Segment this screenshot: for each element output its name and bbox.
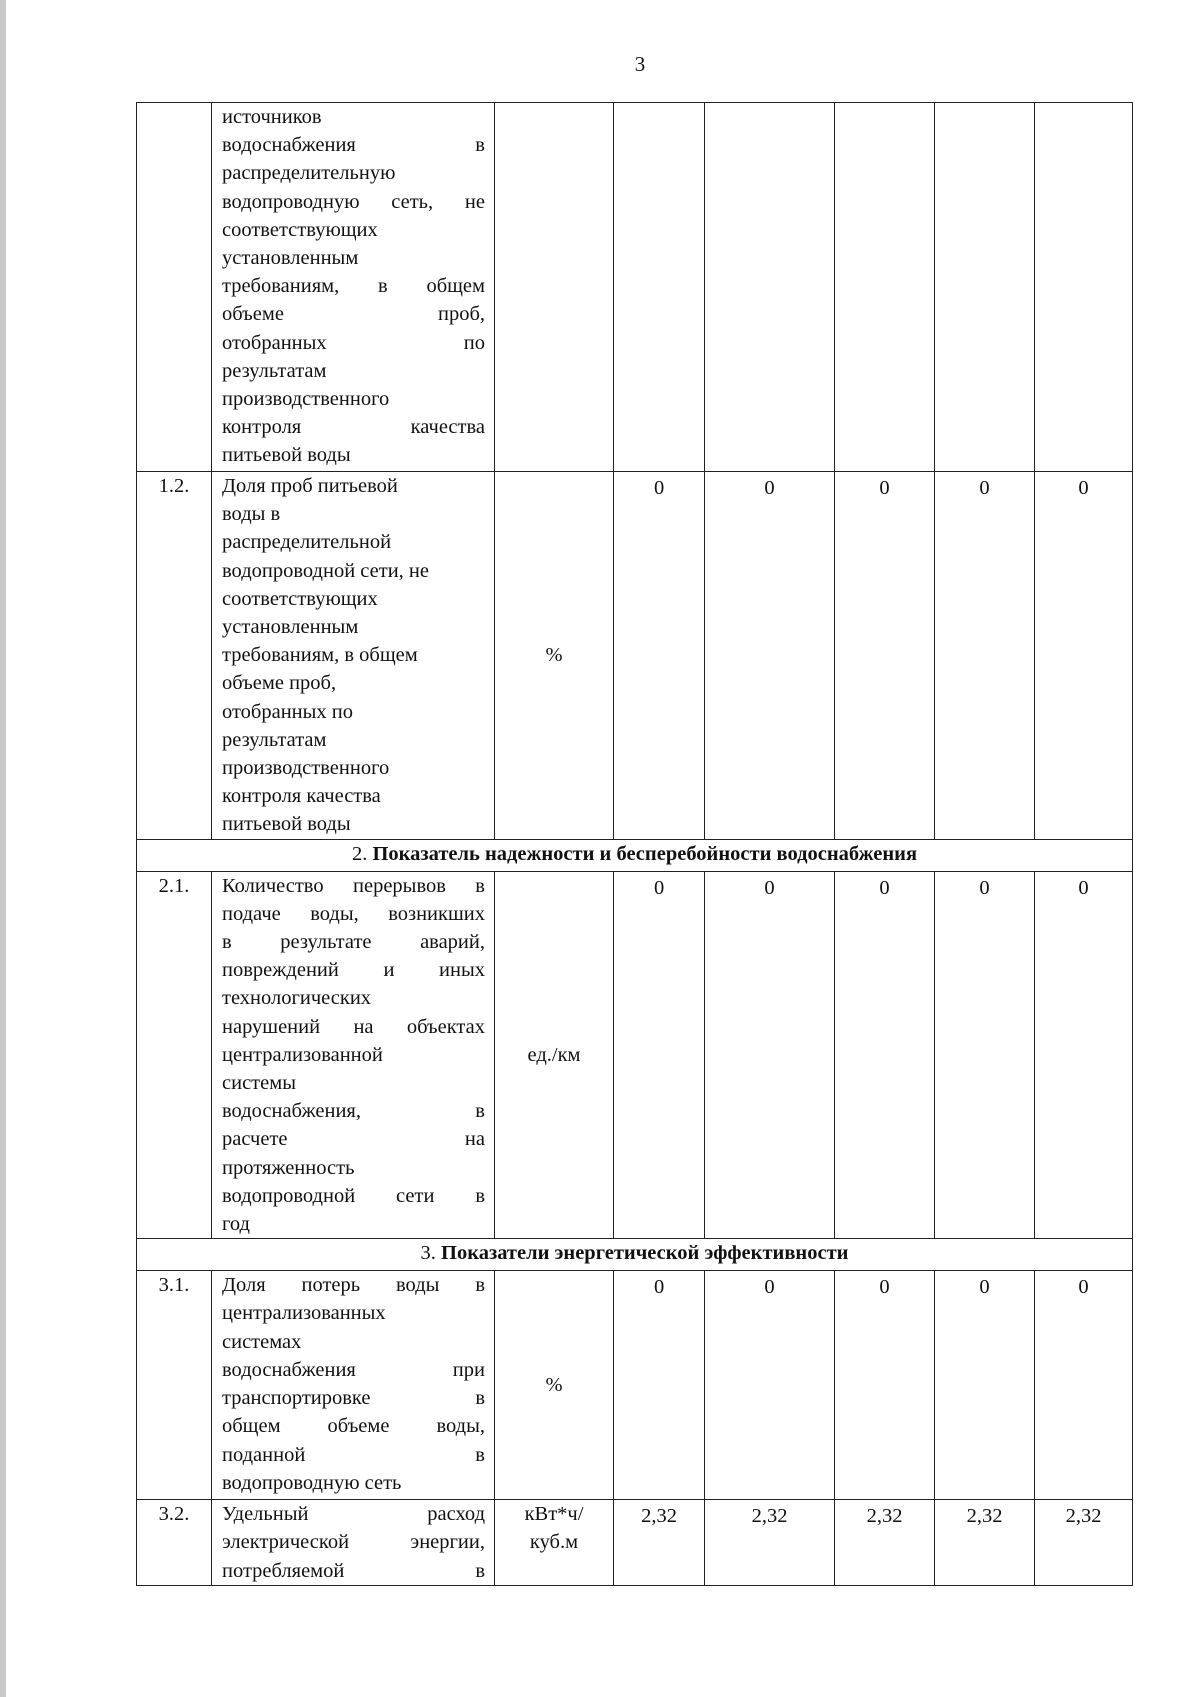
desc-line: воды в — [222, 503, 281, 526]
value-cell: 0 — [1035, 871, 1133, 1239]
desc-line: расчете на — [222, 1128, 485, 1151]
desc-line: в результате аварий, — [222, 931, 485, 954]
table-row — [137, 871, 1133, 1239]
desc-line: установленным — [222, 616, 359, 639]
scan-edge — [0, 0, 6, 1697]
row-unit: ед./км — [495, 871, 614, 1239]
page-number: 3 — [634, 52, 646, 76]
row-number — [137, 103, 212, 472]
row-description — [212, 103, 495, 472]
unit-line: куб.м — [529, 1531, 579, 1554]
desc-line: контроля качества — [222, 785, 381, 808]
value-cell: 2,32 — [1035, 1500, 1133, 1586]
desc-line: электрической энергии, — [222, 1531, 485, 1554]
row-description — [212, 1271, 495, 1500]
desc-line: Доля проб питьевой — [222, 475, 398, 497]
value-cell: 0 — [614, 1271, 705, 1500]
section-number: 2. — [351, 842, 368, 865]
desc-line: потребляемой в — [222, 1559, 485, 1582]
value-cell: 0 — [935, 1271, 1035, 1500]
desc-line: подаче воды, возникших — [222, 902, 485, 925]
desc-line: требованиям, в общем — [222, 644, 418, 667]
value-cell — [614, 103, 705, 472]
desc-line: водопроводную сеть, не — [222, 190, 485, 213]
section-heading — [137, 1239, 1133, 1271]
desc-line: системах — [222, 1330, 302, 1353]
desc-line: водопроводной сети в — [222, 1184, 485, 1207]
desc-line: водопроводную сеть — [222, 1471, 402, 1494]
desc-line: контроля качества — [222, 416, 485, 439]
desc-line: установленным — [222, 247, 359, 270]
desc-line: нарушений на объектах — [222, 1015, 485, 1038]
row-unit — [495, 1500, 614, 1586]
value-cell: 0 — [835, 1271, 935, 1500]
table-row — [137, 472, 1133, 840]
desc-line: питьевой воды — [222, 813, 351, 836]
value-cell: 0 — [835, 472, 935, 840]
desc-line: Количество перерывов в — [222, 874, 485, 897]
section-number: 3. — [420, 1242, 436, 1265]
value-cell — [1035, 103, 1133, 472]
value-cell — [835, 103, 935, 472]
desc-line: водоснабжения при — [222, 1358, 485, 1381]
value-cell: 2,32 — [835, 1500, 935, 1586]
value-cell: 0 — [1035, 472, 1133, 840]
desc-line: Доля потерь воды в — [222, 1274, 485, 1297]
desc-line: производственного — [222, 388, 390, 411]
row-description — [212, 871, 495, 1239]
row-unit: % — [495, 472, 614, 840]
desc-line: транспортировке в — [222, 1387, 485, 1410]
value-cell: 0 — [935, 472, 1035, 840]
desc-line: водоснабжения, в — [222, 1100, 485, 1123]
desc-line: системы — [222, 1072, 296, 1095]
desc-line: Удельный расход — [222, 1503, 485, 1526]
desc-line: протяженность — [222, 1156, 355, 1179]
desc-line: распределительной — [222, 531, 392, 554]
table-row — [137, 1500, 1133, 1586]
section-row — [137, 839, 1133, 871]
section-row — [137, 1239, 1133, 1271]
desc-line: отобранных по — [222, 331, 485, 354]
desc-line: общем объеме воды, — [222, 1415, 485, 1438]
desc-line: год — [222, 1213, 250, 1236]
row-number: 3.2. — [137, 1500, 212, 1586]
row-unit — [495, 103, 614, 472]
value-cell: 0 — [705, 1271, 835, 1500]
desc-line: соответствующих — [222, 218, 378, 241]
desc-line: требованиям, в общем — [222, 275, 485, 298]
table-row — [137, 1271, 1133, 1500]
indicators-table — [136, 102, 1133, 1586]
desc-line: водоснабжения в — [222, 134, 485, 157]
desc-line: централизованной — [222, 1043, 383, 1066]
value-cell: 0 — [705, 871, 835, 1239]
desc-line: питьевой воды — [222, 444, 351, 467]
value-cell: 2,32 — [614, 1500, 705, 1586]
desc-line: повреждений и иных — [222, 959, 485, 982]
unit-line: кВт*ч/ — [524, 1503, 584, 1526]
value-cell: 0 — [835, 871, 935, 1239]
row-unit: % — [495, 1271, 614, 1500]
desc-line: централизованных — [222, 1302, 386, 1325]
desc-line: объеме проб, — [222, 303, 485, 326]
desc-line: источников — [222, 106, 322, 128]
value-cell: 2,32 — [935, 1500, 1035, 1586]
section-title: Показатель надежности и бесперебойности водоснабжения — [372, 842, 918, 865]
value-cell: 0 — [614, 472, 705, 840]
value-cell: 2,32 — [705, 1500, 835, 1586]
row-number: 3.1. — [137, 1271, 212, 1500]
row-description — [212, 472, 495, 840]
desc-line: распределительную — [222, 162, 396, 185]
row-number: 1.2. — [137, 472, 212, 840]
desc-line: поданной в — [222, 1443, 485, 1466]
value-cell: 0 — [614, 871, 705, 1239]
table-row — [137, 103, 1133, 472]
value-cell: 0 — [935, 871, 1035, 1239]
value-cell: 0 — [705, 472, 835, 840]
value-cell: 0 — [1035, 1271, 1133, 1500]
desc-line: производственного — [222, 757, 390, 780]
section-heading — [137, 839, 1133, 871]
desc-line: результатам — [222, 728, 327, 751]
value-cell — [705, 103, 835, 472]
row-description — [212, 1500, 495, 1586]
row-number: 2.1. — [137, 871, 212, 1239]
desc-line: технологических — [222, 987, 372, 1010]
section-title: Показатели энергетической эффективности — [441, 1242, 849, 1265]
desc-line: отобранных по — [222, 700, 354, 723]
desc-line: соответствующих — [222, 587, 378, 610]
desc-line: результатам — [222, 359, 327, 382]
value-cell — [935, 103, 1035, 472]
desc-line: объеме проб, — [222, 672, 337, 695]
desc-line: водопроводной сети, не — [222, 559, 429, 582]
